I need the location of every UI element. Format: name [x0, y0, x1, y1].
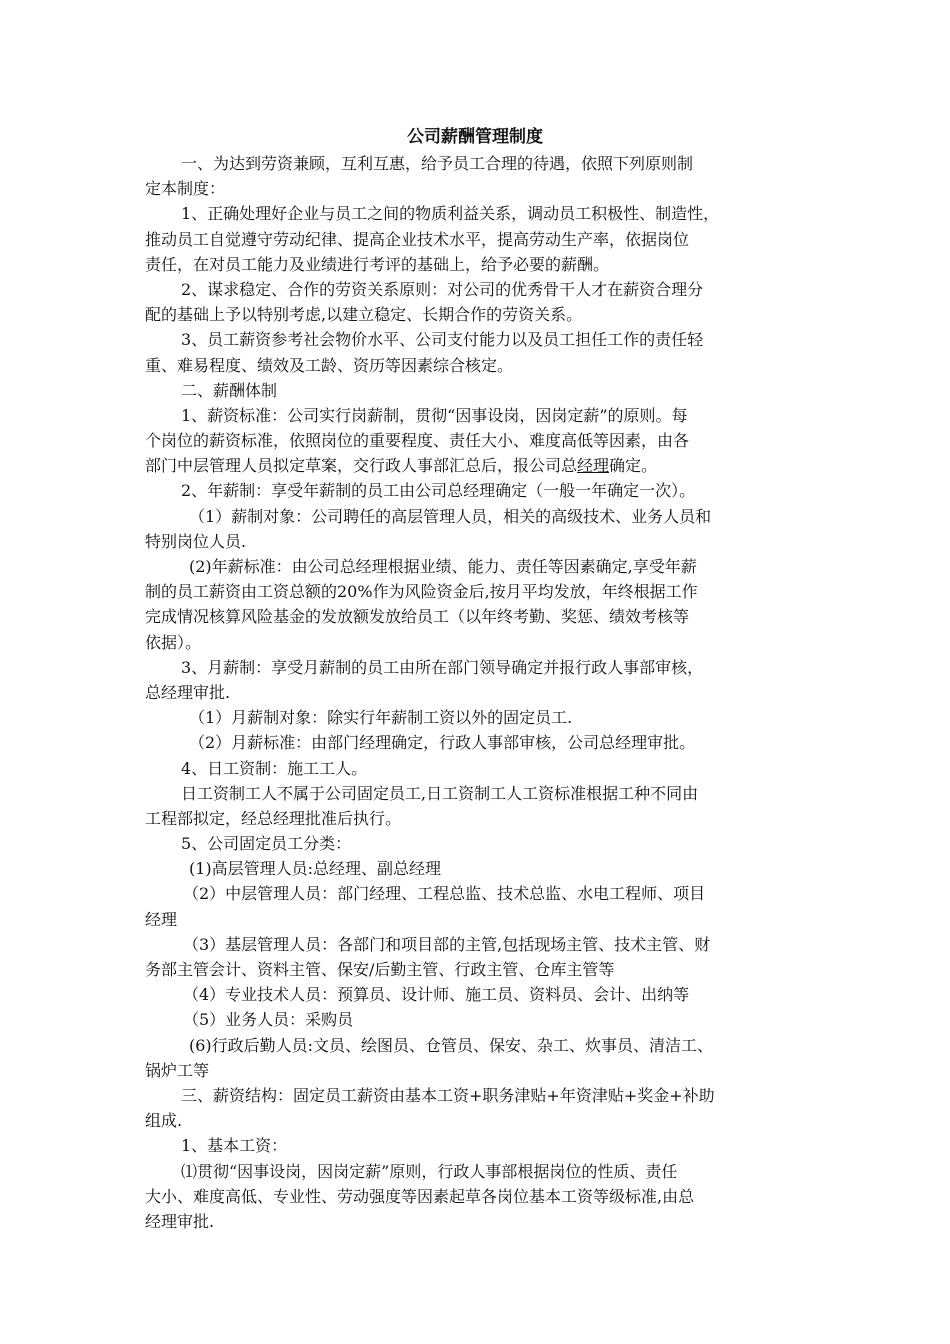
paragraph-line: 一、为达到劳资兼顾，互利互惠，给予员工合理的待遇，依照下列原则制	[181, 154, 694, 173]
paragraph-line: 4、日工资制：施工工人。	[181, 758, 368, 778]
paragraph-line: 1、基本工资：	[181, 1136, 288, 1156]
paragraph-line: 3、月薪制：享受月薪制的员工由所在部门领导确定并报行政人事部审核，	[181, 657, 704, 677]
paragraph-line: 务部主管会计、资料主管、保安/后勤主管、行政主管、仓库主管等	[145, 960, 615, 979]
paragraph-line: 3、员工薪资参考社会物价水平、公司支付能力以及员工担任工作的责任轻	[181, 330, 704, 350]
paragraph-line: 2、谋求稳定、合作的劳资关系原则：对公司的优秀骨干人才在薪资合理分	[181, 279, 704, 299]
paragraph-line: （3）基层管理人员：各部门和项目部的主管,包括现场主管、技术主管、财	[183, 934, 711, 954]
paragraph-line: 特别岗位人员.	[145, 531, 247, 551]
paragraph-line: 依据）。	[145, 632, 202, 652]
paragraph-line: （1）薪制对象：公司聘任的高层管理人员，相关的高级技术、业务人员和	[189, 506, 712, 526]
section-heading: 三、薪资结构：固定员工薪资由基本工资+职务津贴+年资津贴+奖金+补助	[181, 1085, 715, 1105]
paragraph-line: 制的员工薪资由工资总额的20%作为风险资金后,按月平均发放，年终根据工作	[145, 582, 698, 602]
paragraph-line: (2)年薪标准：由公司总经理根据业绩、能力、责任等因素确定,享受年薪	[189, 557, 697, 576]
paragraph-line: 组成.	[145, 1111, 183, 1131]
paragraph-line: 定本制度：	[145, 179, 226, 199]
paragraph-line: 总经理审批.	[145, 682, 231, 702]
paragraph-line: （1）月薪制对象：除实行年薪制工资以外的固定员工.	[189, 708, 573, 728]
paragraph-text: 确定。	[609, 456, 658, 476]
section-heading: 二、薪酬体制	[181, 380, 278, 400]
paragraph-line: 大小、难度高低、专业性、劳动强度等因素起草各岗位基本工资等级标准,由总	[145, 1186, 695, 1206]
paragraph-line: 5、公司固定员工分类：	[181, 834, 352, 854]
paragraph-line	[145, 453, 810, 478]
paragraph-line: 1、正确处理好企业与员工之间的物质利益关系，调动员工积极性、制造性，	[181, 204, 720, 224]
paragraph-line: （2）月薪标准：由部门经理确定，行政人事部审核，公司总经理审批。	[189, 733, 696, 753]
paragraph-line: 工程部拟定，经总经理批准后执行。	[145, 808, 402, 828]
paragraph-line: 完成情况核算风险基金的发放额发放给员工（以年终考勤、奖惩、绩效考核等	[145, 607, 690, 627]
paragraph-line: ⑴贯彻“因事设岗，因岗定薪”原则，行政人事部根据岗位的性质、责任	[181, 1161, 678, 1181]
paragraph-line: 配的基础上予以特别考虑,以建立稳定、长期合作的劳资关系。	[145, 305, 583, 325]
paragraph-line: 推动员工自觉遵守劳动纪律、提高企业技术水平，提高劳动生产率，依据岗位	[145, 229, 690, 249]
paragraph-line: (1)高层管理人员:总经理、副总经理	[189, 859, 442, 879]
paragraph-line: （5）业务人员：采购员	[183, 1010, 354, 1030]
paragraph-line: 经理	[145, 909, 178, 929]
document-title: 公司薪酬管理制度	[407, 127, 543, 147]
paragraph-text: 部门中层管理人员拟定草案，交行政人事部汇总后，报公司总	[145, 456, 578, 476]
paragraph-line: 个岗位的薪资标准，依照岗位的重要程度、责任大小、难度高低等因素，由各	[145, 431, 690, 451]
underlined-text: 经理	[577, 456, 610, 476]
paragraph-line: （2）中层管理人员：部门经理、工程总监、技术总监、水电工程师、项目	[183, 884, 706, 904]
document-body	[145, 151, 810, 1234]
paragraph-line: （4）专业技术人员：预算员、设计师、施工员、资料员、会计、出纳等	[183, 985, 690, 1005]
paragraph-line: 经理审批.	[145, 1211, 215, 1231]
paragraph-line: 锅炉工等	[145, 1060, 210, 1080]
paragraph-line: 责任，在对员工能力及业绩进行考评的基础上，给予必要的薪酬。	[145, 254, 610, 274]
paragraph-line: 2、年薪制：享受年薪制的员工由公司总经理确定（一般一年确定一次）。	[181, 481, 696, 501]
paragraph-line: 日工资制工人不属于公司固定员工,日工资制工人工资标准根据工种不同由	[181, 783, 699, 803]
paragraph-line: 重、难易程度、绩效及工龄、资历等因素综合核定。	[145, 355, 514, 375]
paragraph-line: (6)行政后勤人员:文员、绘图员、仓管员、保安、杂工、炊事员、清洁工、	[189, 1035, 714, 1055]
paragraph-line: 1、薪资标准：公司实行岗薪制，贯彻“因事设岗，因岗定薪”的原则。每	[181, 405, 688, 425]
